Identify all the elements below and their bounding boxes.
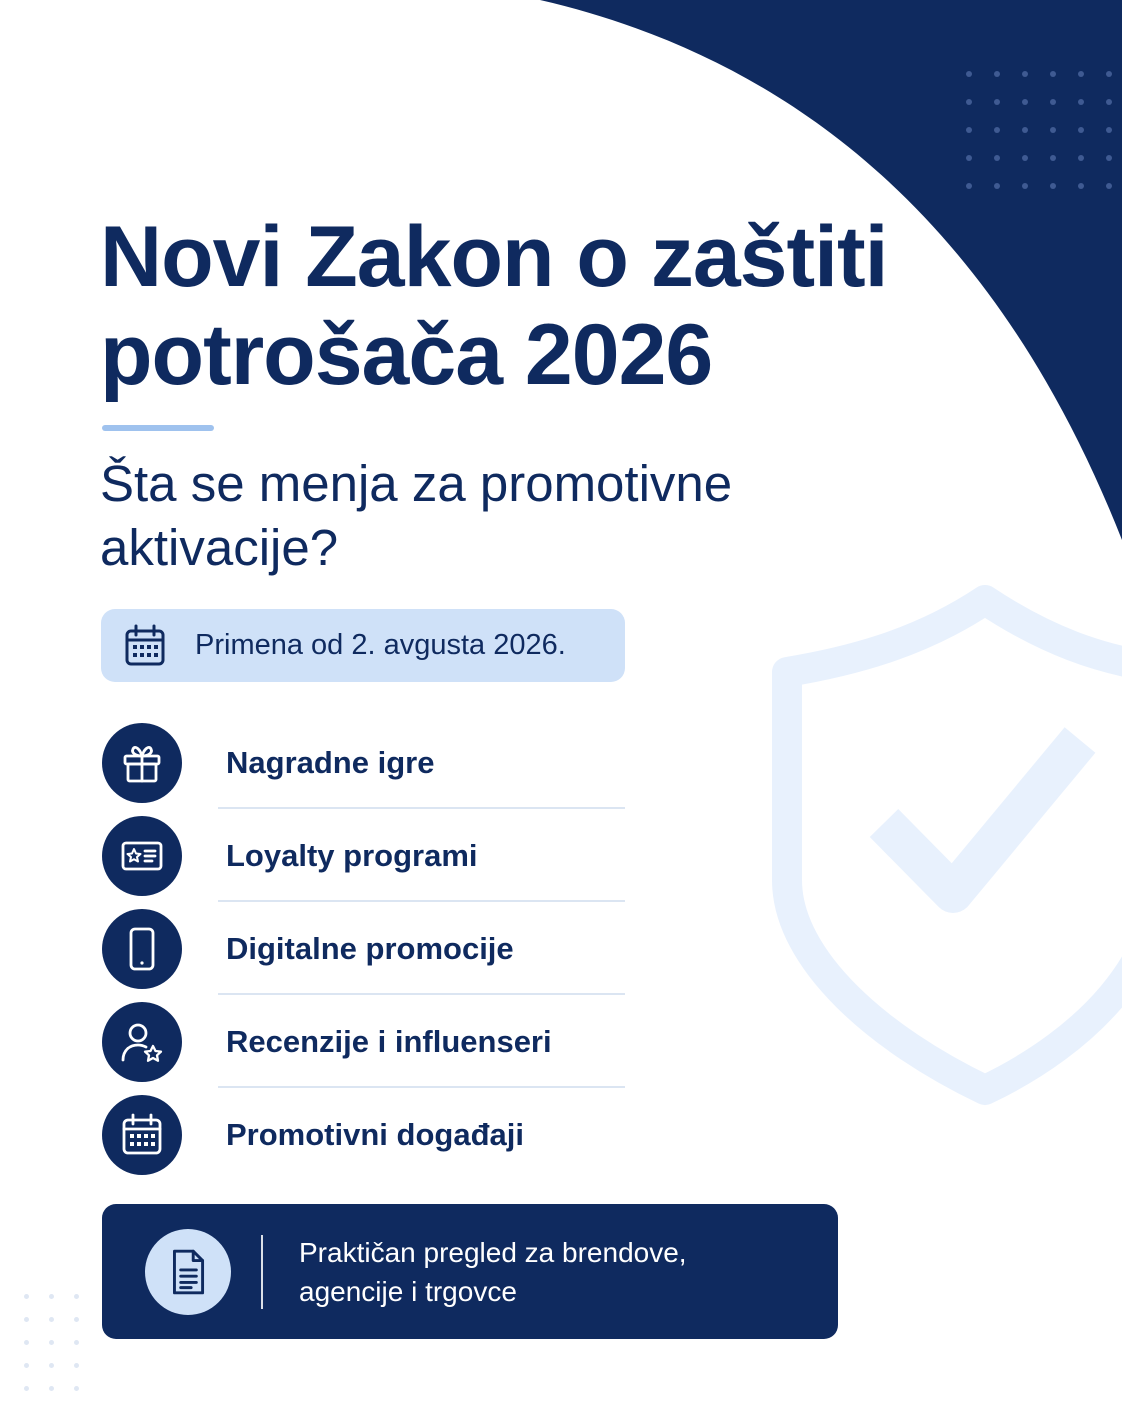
topic-label: Loyalty programi: [226, 837, 478, 873]
page-title: Novi Zakon o zaštiti potrošača 2026: [100, 209, 888, 403]
topic-icon-circle: [102, 1002, 182, 1082]
topic-icon-circle: [102, 723, 182, 803]
user-star-icon: [118, 1018, 166, 1066]
topic-icon-circle: [102, 1095, 182, 1175]
document-icon: [163, 1247, 213, 1297]
dot-grid-decor: [24, 1294, 79, 1391]
calendar-icon: [118, 1111, 166, 1159]
list-item: [102, 902, 625, 995]
document-icon-circle: [145, 1229, 231, 1315]
footer-card: [102, 1204, 838, 1339]
page-subtitle: Šta se menja za promotivne aktivacije?: [100, 455, 733, 576]
date-badge-text: Primena od 2. avgusta 2026.: [195, 629, 566, 661]
calendar-icon: [121, 622, 169, 670]
footer-text: Praktičan pregled za brendove, agencije i trgovce: [299, 1236, 687, 1307]
list-item: [102, 716, 625, 809]
topic-list: [102, 716, 625, 1181]
dot-grid-decor: [966, 71, 1112, 189]
loyalty-card-icon: [118, 832, 166, 880]
topic-label: Promotivni događaji: [226, 1116, 524, 1152]
footer-separator: [261, 1235, 263, 1309]
shield-check-icon: [787, 600, 1122, 1090]
topic-label: Nagradne igre: [226, 744, 435, 780]
list-item: [102, 1088, 625, 1181]
list-item: [102, 809, 625, 902]
date-badge: [101, 609, 625, 682]
topic-label: Digitalne promocije: [226, 930, 514, 966]
smartphone-icon: [118, 925, 166, 973]
title-underline: [102, 425, 214, 431]
list-item: [102, 995, 625, 1088]
gift-icon: [118, 739, 166, 787]
topic-label: Recenzije i influenseri: [226, 1023, 552, 1059]
topic-icon-circle: [102, 909, 182, 989]
topic-icon-circle: [102, 816, 182, 896]
